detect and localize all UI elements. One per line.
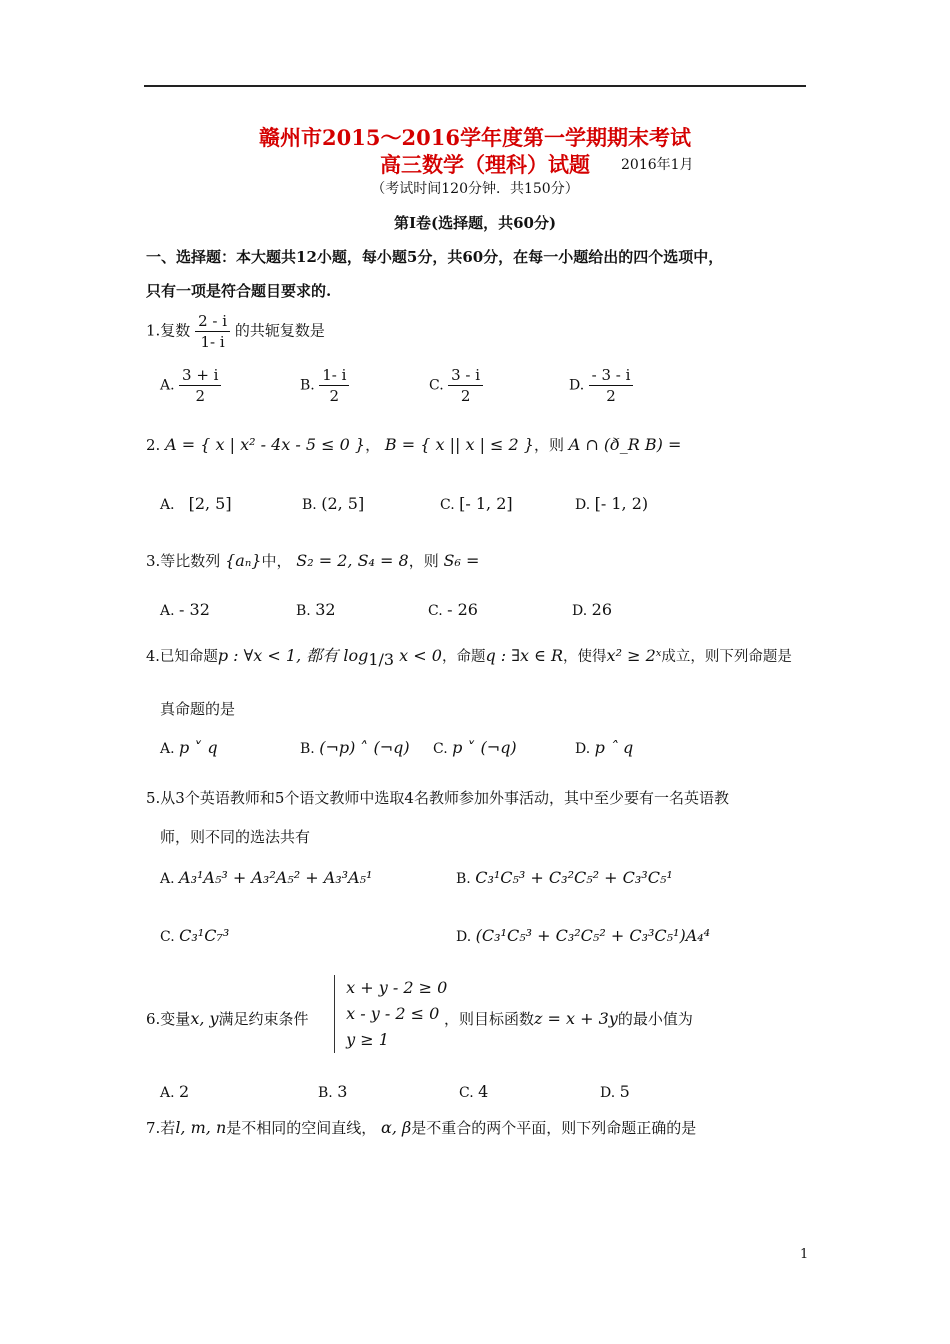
q6-option-c: C. 4 [459, 1082, 489, 1101]
part-heading: 第Ⅰ卷(选择题，共60分) [393, 214, 557, 232]
exam-duration: （考试时间120分钟．共150分） [371, 181, 579, 197]
q5-option-d: D. (C₃¹C₅³ + C₃²C₅² + C₃³C₅¹)A₄⁴ [456, 926, 711, 945]
question-4: 4.已知命题p : ∀x < 1, 都有 $\log_{1/3} x < 0$，命题q : ∃x ∈ R，使得x² ≥ 2ˣ成立，则下列命题是 [146, 646, 792, 669]
question-4-line2: 真命题的是 [160, 700, 236, 718]
q5-option-b: B. C₃¹C₅³ + C₃²C₅² + C₃³C₅¹ [456, 868, 673, 887]
page-number: 1 [800, 1247, 809, 1262]
q2-option-c: C. [- 1, 2] [440, 494, 513, 513]
header-rule [144, 85, 806, 87]
q1-option-a: A. $\frac{3 + i}{2}$ [160, 366, 221, 405]
exam-title: 赣州市2015～2016学年度第一学期期末考试 [259, 125, 691, 150]
q6-option-a: A. 2 [160, 1082, 190, 1101]
q2-option-d: D. [- 1, 2) [575, 494, 649, 513]
q4-option-c: C. p ˅ (¬q) [433, 738, 517, 757]
q2-option-a: A． [2, 5] [160, 494, 232, 513]
section-instructions-line1: 一、选择题：本大题共12小题，每小题5分，共60分，在每一小题给出的四个选项中， [146, 248, 724, 266]
question-2: 2. A = { x | x² - 4x - 5 ≤ 0 }， B = { x || x | ≤ 2 }，则 A ∩ (ð_R B) = [146, 435, 682, 454]
exam-subject-title: 高三数学（理科）试题 [380, 152, 590, 177]
question-3: 3.等比数列 {aₙ}中， S₂ = 2, S₄ = 8，则 S₆ = [146, 551, 480, 570]
question-6-prefix: 6.变量x, y满足约束条件 [146, 1009, 309, 1028]
q1-option-b: B. $\frac{1- i}{2}$ [300, 366, 349, 405]
q3-option-a: A. - 32 [160, 600, 210, 619]
exam-date: 2016年1月 [621, 157, 694, 173]
q1-option-c: C. $\frac{3 - i}{2}$ [429, 366, 483, 405]
question-5-line2: 师，则不同的选法共有 [160, 828, 311, 846]
q6-option-b: B. 3 [318, 1082, 348, 1101]
q6-constraint-system: x + y - 2 ≥ 0 x - y - 2 ≤ 0 y ≥ 1 [334, 975, 447, 1053]
question-1: 1.复数 $\frac{2 - i}{1- i}$ 的共轭复数是 [146, 312, 325, 351]
q1-fraction: $\frac{2 - i}{1- i}$ [195, 312, 230, 351]
section-instructions-line2: 只有一项是符合题目要求的. [146, 282, 332, 300]
q2-option-b: B. (2, 5] [302, 494, 365, 513]
q5-option-c: C. C₃¹C₇³ [160, 926, 230, 945]
q5-option-a: A. A₃¹A₅³ + A₃²A₅² + A₃³A₅¹ [160, 868, 373, 887]
question-5: 5.从3个英语教师和5个语文教师中选取4名教师参加外事活动，其中至少要有一名英语教 [146, 789, 729, 807]
q3-option-b: B. 32 [296, 600, 336, 619]
q6-option-d: D. 5 [600, 1082, 630, 1101]
q1-option-d: D. $\frac{- 3 - i}{2}$ [569, 366, 633, 405]
question-7: 7.若l, m, n是不相同的空间直线， α, β是不重合的两个平面，则下列命题正确的是 [146, 1118, 697, 1137]
q4-option-d: D. p ˆ q [575, 738, 634, 757]
q4-option-b: B. (¬p) ˄ (¬q) [300, 738, 410, 757]
question-6-suffix: ，则目标函数z = x + 3y的最小值为 [444, 1009, 693, 1028]
q3-option-d: D. 26 [572, 600, 612, 619]
q3-option-c: C. - 26 [428, 600, 478, 619]
q4-option-a: A. p ˅ q [160, 738, 218, 757]
